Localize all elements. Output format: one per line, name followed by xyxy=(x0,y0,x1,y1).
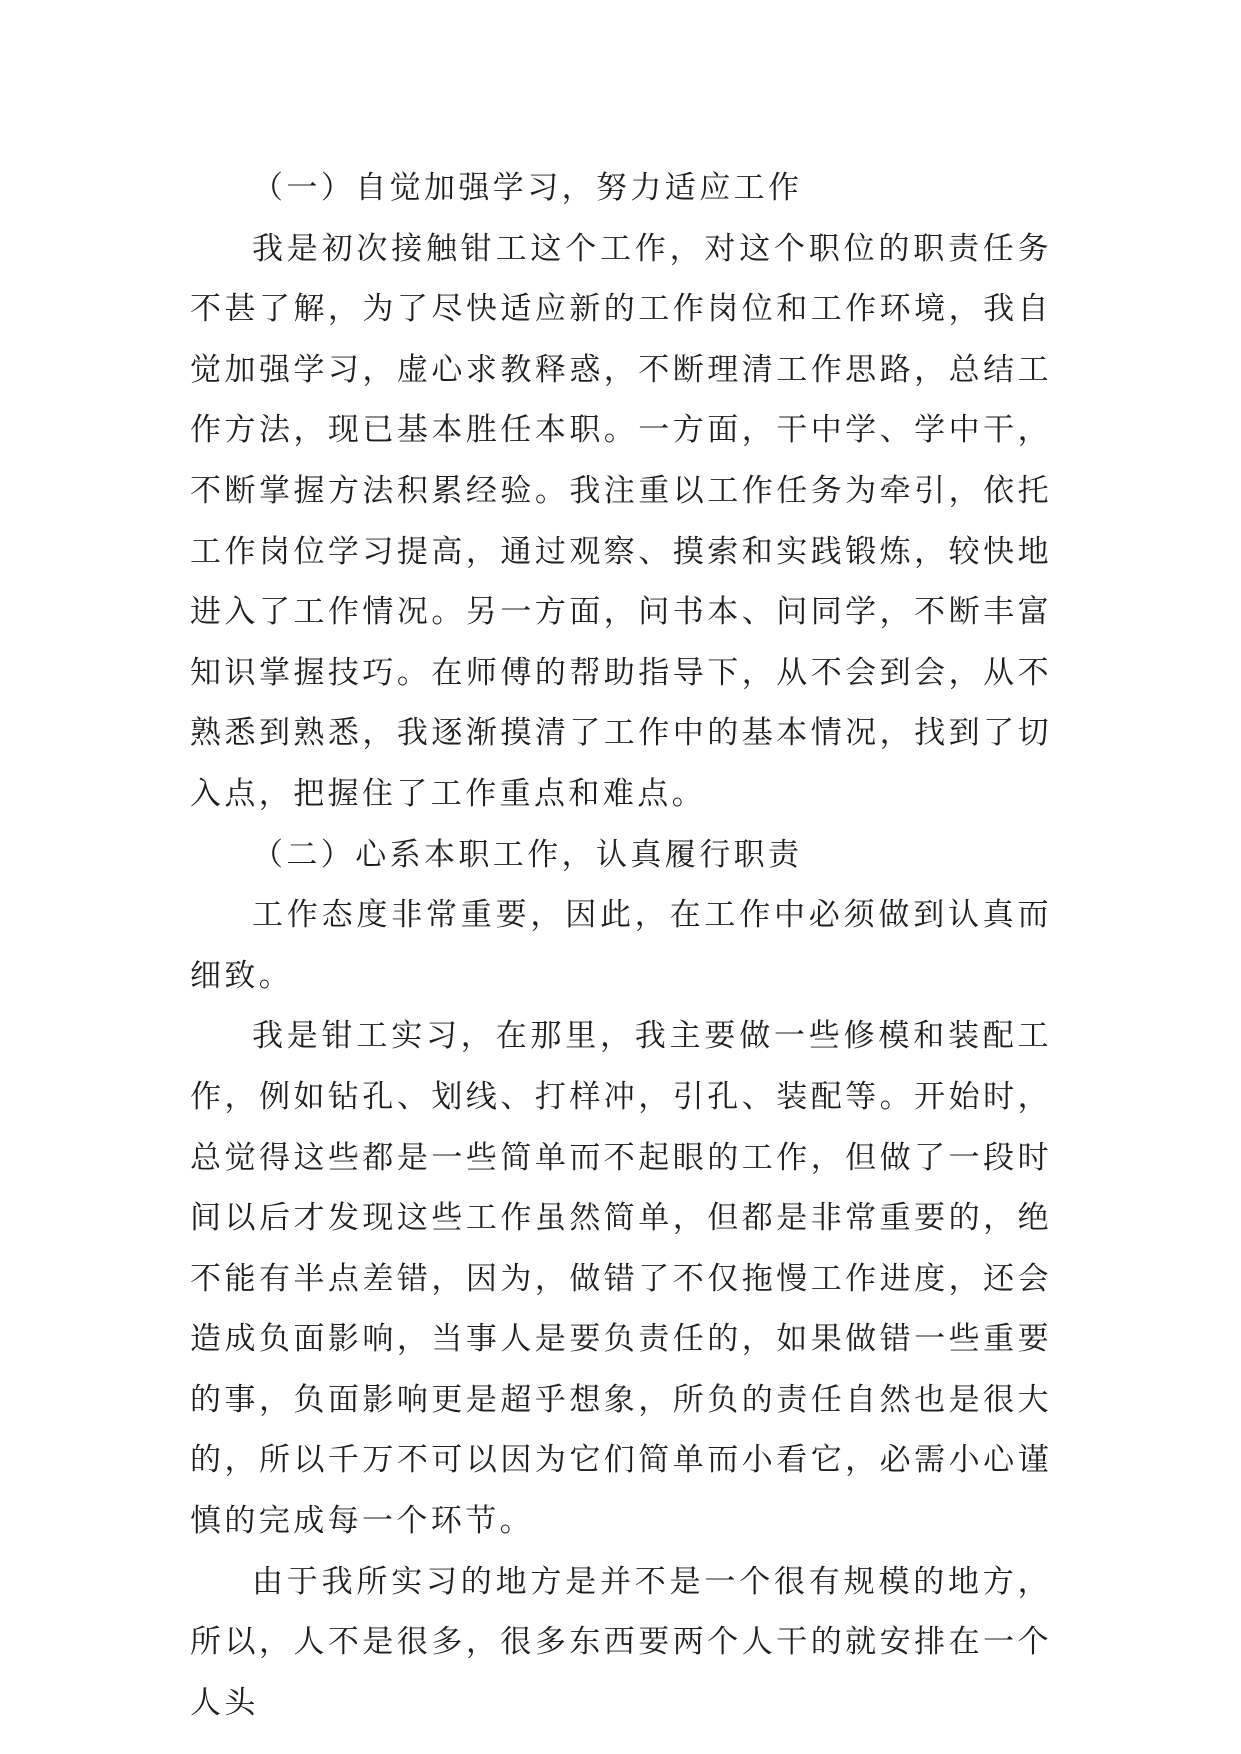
section-heading-2: （二）心系本职工作，认真履行职责 xyxy=(252,836,803,873)
paragraph: 工作态度非常重要，因此，在工作中必须做到认真而细致。 xyxy=(190,897,1052,994)
document-body xyxy=(190,158,1052,1733)
section-heading-1: （一）自觉加强学习，努力适应工作 xyxy=(252,170,803,206)
paragraph: 由于我所实习的地方是并不是一个很有规模的地方，所以，人不是很多，很多东西要两个人干的就安排在一个人头 xyxy=(190,1563,1052,1721)
paragraph: 我是钳工实习，在那里，我主要做一些修模和装配工作，例如钻孔、划线、打样冲，引孔、装配等。开始时，总觉得这些都是一些简单而不起眼的工作，但做了一段时间以后才发现这些工作虽然简单，但都是非常重要的，绝不能有半点差错，因为，做错了不仅拖慢工作进度，还会造成负面影响，当事人是要负责任的，如果做错一些重要的事，负面影响更是超乎想象，所负的责任自然也是很大的，所以千万不可以因为它们简单而小看它，必需小心谨慎的完成每一个环节。 xyxy=(190,1018,1052,1540)
paragraph: 我是初次接触钳工这个工作，对这个职位的职责任务不甚了解，为了尽快适应新的工作岗位和工作环境，我自觉加强学习，虚心求教释惑，不断理清工作思路，总结工作方法，现已基本胜任本职。一方面，干中学、学中干，不断掌握方法积累经验。我注重以工作任务为牵引，依托工作岗位学习提高，通过观察、摸索和实践锻炼，较快地进入了工作情况。另一方面，问书本、问同学，不断丰富知识掌握技巧。在师傅的帮助指导下，从不会到会，从不熟悉到熟悉，我逐渐摸清了工作中的基本情况，找到了切入点，把握住了工作重点和难点。 xyxy=(190,230,1052,812)
